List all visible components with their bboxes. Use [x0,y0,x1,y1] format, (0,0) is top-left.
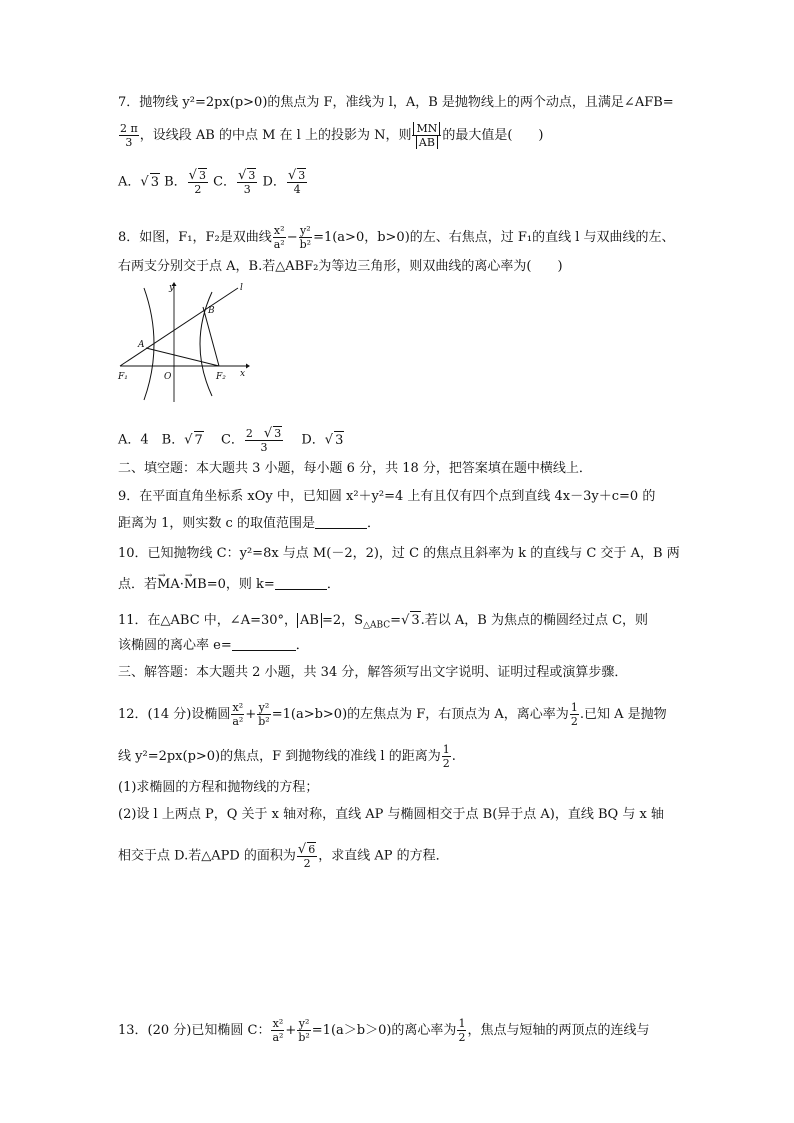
q11-line2: 该椭圆的离心率 e= ． [118,638,309,653]
q12-part2-line1: (2)设 l 上两点 P，Q 关于 x 轴对称，直线 AP 与椭圆相交于点 B(异于点 A)，直线 BQ 与 x 轴 [118,807,664,822]
q13-line1: 13．(20 分)已知椭圆 C： $\frac{\text{x²}}{\text{a²}}$ + $\frac{\text{y²}}{\text{b²}}$ =1(a＞b＞0)的离心率为 $\frac{1}{2}$ ，焦点与短轴的两顶点的连线与 [118,1017,650,1044]
fig-label-y: y [169,283,175,293]
q8-options: A．4 B．√ 7 C． $\frac{2 √ 3}{3}$ D．√ 3 [118,426,344,454]
fig-label-l: l [240,283,243,293]
answer-blank[interactable] [275,577,327,590]
fig-label-B: B [208,306,215,316]
fig-label-O: O [164,372,172,382]
fig-label-A: A [138,340,145,350]
section-2-heading: 二、填空题：本大题共 3 小题，每小题 6 分，共 18 分，把答案填在题中横线上． [118,461,592,476]
q7-ratio-fraction: $\frac{MN}{AB}$ [412,122,441,149]
section-3-heading: 三、解答题：本大题共 2 小题，共 34 分，解答须写出文字说明、证明过程或演算步骤． [118,665,628,680]
fig-label-x: x [240,369,246,379]
q7-line2: $\frac{2 \pi}{3}$ ，设线段 AB 的中点 M 在 l 上的投影为 N，则 $\frac{MN}{AB}$ 的最大值是( ) [120,122,544,149]
answer-blank[interactable] [315,516,367,529]
q12-line1: 12．(14 分)设椭圆 $\frac{\text{x²}}{\text{a²}}$ + $\frac{\text{y²}}{\text{b²}}$ =1(a>b>0)的左焦点为 F，右顶点为 A，离心率为 $\frac{1}{2}$ .已知 A 是抛物 [118,701,667,728]
fig-label-F1: F₁ [118,372,128,382]
q12-part1: (1)求椭圆的方程和抛物线的方程； [118,780,319,795]
q8-line2: 右两支分别交于点 A，B.若△ABF₂为等边三角形，则双曲线的离心率为( ) [118,259,563,274]
q7-angle-fraction: $\frac{2 \pi}{3}$ [120,122,138,149]
q7-line1: 7．抛物线 y²=2px(p>0)的焦点为 F，准线为 l，A，B 是抛物线上的两个动点，且满足∠AFB= [118,95,674,110]
q9-line2: 距离为 1，则实数 c 的取值范围是 ． [118,516,380,531]
q12-line2: 线 y²=2px(p>0)的焦点，F 到抛物线的准线 l 的距离为 $\frac{1}{2}$ . [118,743,456,770]
fig-label-F2: F₂ [216,372,226,382]
answer-blank[interactable] [232,638,296,651]
hyperbola-figure [116,280,252,406]
q7-options: A．√ 3 B． $\frac{√ 3}{2}$ C． $\frac{√ 3}{3}$ D． $\frac{√ 3}{4}$ [118,168,306,196]
q10-line1: 10．已知抛物线 C：y²=8x 与点 M(－2，2)，过 C 的焦点且斜率为 k 的直线与 C 交于 A，B 两 [118,546,680,561]
q8-line1: 8．如图，F₁，F₂是双曲线 $\frac{\text{x²}}{\text{a²}}$ − $\frac{\text{y²}}{\text{b²}}$ =1(a>0，b>0)的左、右焦点，过 F₁的直线 l 与双曲线的左、 [118,224,675,251]
q9-line1: 9．在平面直角坐标系 xOy 中，已知圆 x²＋y²=4 上有且仅有四个点到直线 4x－3y＋c=0 的 [118,489,656,504]
q11-line1: 11．在△ABC 中，∠A=30°， AB =2，$S_{\triangle ABC}=√$ 3.若以 A，B 为焦点的椭圆经过点 C，则 [118,613,649,631]
q12-part2-line2: 相交于点 D.若△APD 的面积为 $\frac{√ 6}{2}$ ，求直线 AP 的方程． [118,842,449,870]
q10-line2: 点．若→ MA·→ MB=0，则 k= ． [118,576,340,594]
